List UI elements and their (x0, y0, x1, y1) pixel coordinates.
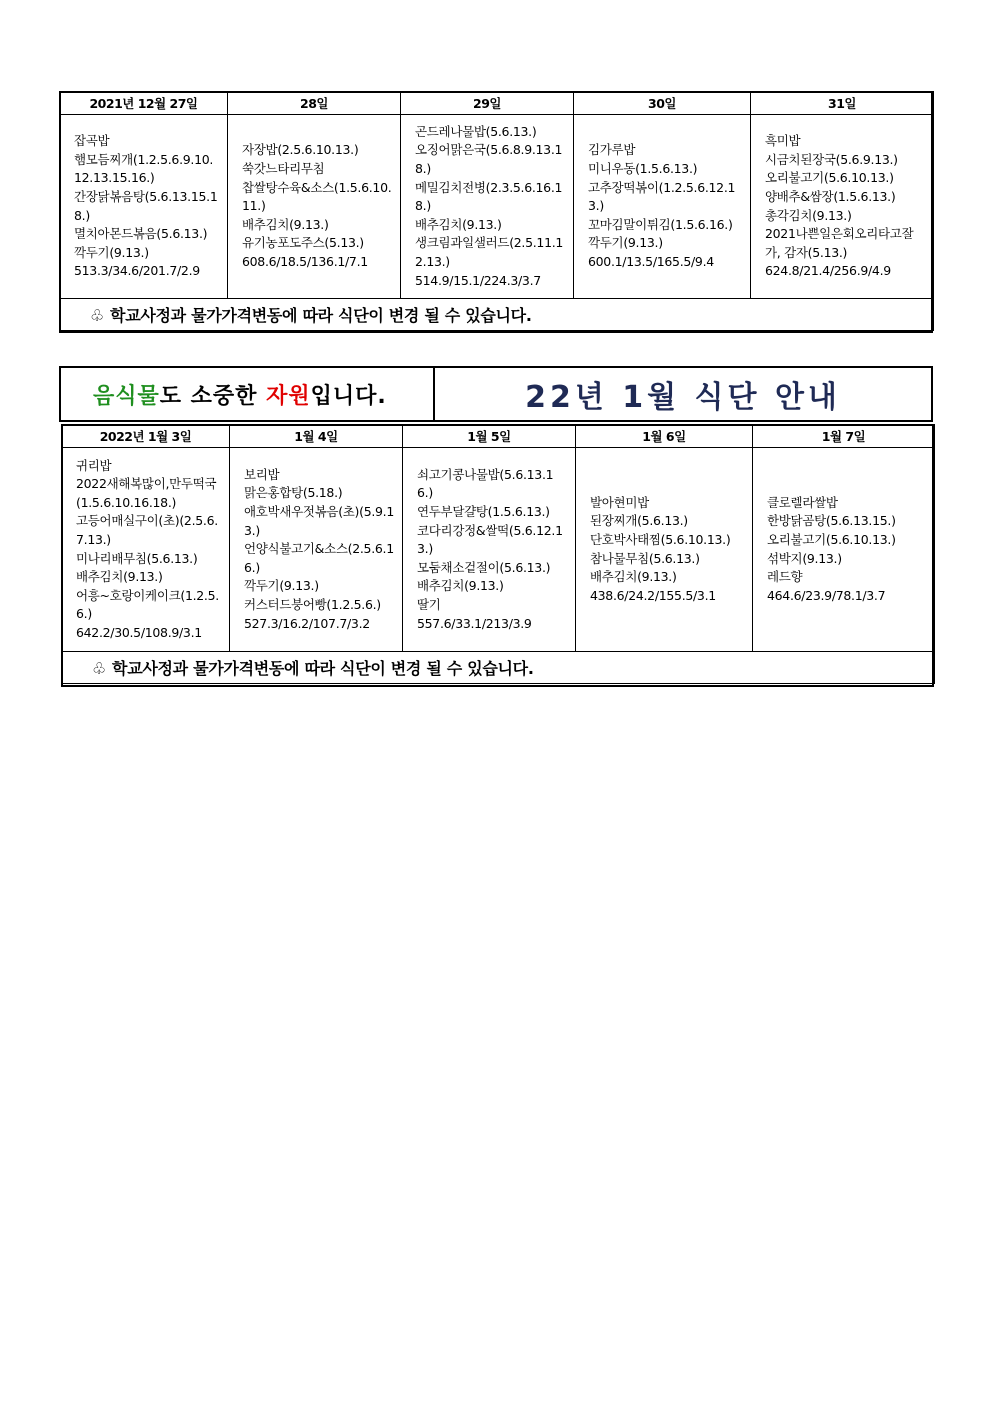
menu-item: 2021나쁜일은회오리타고잘가, 감자(5.13.) (765, 226, 914, 260)
menu-item: 커스터드붕어빵(1.2.5.6.) (244, 596, 381, 612)
menu-item: 총각김치(9.13.) (765, 207, 852, 223)
day-menu-cell (574, 115, 751, 299)
menu-item: 섞박지(9.13.) (767, 550, 842, 566)
nutrition-info: 438.6/24.2/155.5/3.1 (590, 587, 716, 603)
menu-item: 깍두기(9.13.) (588, 235, 663, 251)
slogan-mid: 도 소중한 (159, 383, 267, 409)
week1-header-row (60, 92, 934, 115)
menu-item: 양배추&쌈장(1.5.6.13.) (765, 188, 896, 204)
banner (59, 366, 933, 422)
menu-item: 배추김치(9.13.) (590, 569, 677, 585)
menu-item: 귀리밥 (76, 457, 112, 473)
menu-item: 단호박사태찜(5.6.10.13.) (590, 531, 731, 547)
slogan-red: 자원 (266, 383, 311, 409)
menu-item: 배추김치(9.13.) (76, 569, 163, 585)
day-header: 1월 4일 (230, 425, 403, 448)
menu-item: 보리밥 (244, 466, 280, 482)
nutrition-info: 624.8/21.4/256.9/4.9 (765, 263, 891, 279)
menu-item: 간장닭볶음탕(5.6.13.15.18.) (74, 188, 218, 223)
menu-item: 깍두기(9.13.) (244, 578, 319, 594)
menu-item: 참나물무침(5.6.13.) (590, 550, 700, 566)
menu-item: 코다리강정&쌀떡(5.6.12.13.) (417, 522, 563, 557)
page-title: 22년 1월 식단 안내 (525, 380, 841, 415)
week2-header-row (62, 425, 935, 448)
menu-item: 레드향 (767, 569, 803, 585)
day-header: 29일 (401, 92, 574, 115)
menu-item: 오징어맑은국(5.6.8.9.13.18.) (415, 142, 563, 177)
menu-item: 배추김치(9.13.) (415, 216, 502, 232)
nutrition-info: 600.1/13.5/165.5/9.4 (588, 253, 714, 269)
day-header: 2021년 12월 27일 (60, 92, 228, 115)
day-menu-cell (751, 115, 934, 299)
day-header: 1월 7일 (753, 425, 935, 448)
menu-item: 어흥~호랑이케이크(1.2.5.6.) (76, 587, 219, 622)
menu-item: 흑미밥 (765, 133, 801, 149)
day-menu-cell (401, 115, 574, 299)
menu-item: 언양식불고기&소스(2.5.6.16.) (244, 541, 394, 575)
week2-note-row (62, 652, 935, 684)
day-menu-cell (228, 115, 401, 299)
day-header: 28일 (228, 92, 401, 115)
menu-item: 유기농포도주스(5.13.) (242, 235, 364, 251)
menu-item: 멸치아몬드볶음(5.6.13.) (74, 226, 208, 242)
day-header: 1월 5일 (403, 425, 576, 448)
menu-item: 김가루밥 (588, 142, 636, 158)
week2-notice-text: 학교사정과 물가가격변동에 따라 식단이 변경 될 수 있습니다. (112, 659, 534, 678)
menu-item: 곤드레나물밥(5.6.13.) (415, 123, 537, 139)
menu-item: 메밀김치전병(2.3.5.6.16.18.) (415, 179, 563, 214)
week2-menu-table (61, 424, 935, 684)
menu-item: 쑥갓느타리무침 (242, 161, 325, 177)
week1-menu-row (60, 115, 934, 299)
menu-item: 깍두기(9.13.) (74, 244, 149, 260)
menu-item: 애호박새우젓볶음(초)(5.9.13.) (244, 504, 395, 538)
day-menu-cell (576, 448, 753, 652)
day-header: 30일 (574, 92, 751, 115)
menu-item: 고추장떡볶이(1.2.5.6.12.13.) (588, 179, 736, 214)
menu-item: 꼬마김말이튀김(1.5.6.16.) (588, 216, 733, 232)
nutrition-info: 608.6/18.5/136.1/7.1 (242, 253, 368, 269)
nutrition-info: 642.2/30.5/108.9/3.1 (76, 624, 202, 640)
menu-item: 배추김치(9.13.) (242, 216, 329, 232)
menu-item: 발아현미밥 (590, 494, 649, 510)
day-header: 1월 6일 (576, 425, 753, 448)
menu-item: 맑은홍합탕(5.18.) (244, 485, 343, 501)
nutrition-info: 513.3/34.6/201.7/2.9 (74, 263, 200, 279)
menu-item: 고등어매실구이(초)(2.5.6.7.13.) (76, 513, 218, 547)
menu-item: 모둠채소겉절이(5.6.13.) (417, 559, 551, 575)
nutrition-info: 464.6/23.9/78.1/3.7 (767, 587, 886, 603)
nutrition-info: 514.9/15.1/224.3/3.7 (415, 272, 541, 288)
day-header: 31일 (751, 92, 934, 115)
menu-item: 찹쌀탕수육&소스(1.5.6.10.11.) (242, 179, 392, 214)
slogan (61, 368, 435, 420)
menu-item: 오리불고기(5.6.10.13.) (767, 531, 896, 547)
slogan-end: 입니다. (310, 383, 387, 409)
menu-item: 딸기 (417, 596, 441, 612)
week1-menu-table (59, 91, 934, 331)
week2-notice (62, 652, 935, 684)
day-menu-cell (403, 448, 576, 652)
day-menu-cell (753, 448, 935, 652)
nutrition-info: 527.3/16.2/107.7/3.2 (244, 615, 370, 631)
menu-item: 된장찌개(5.6.13.) (590, 513, 688, 529)
day-header: 2022년 1월 3일 (62, 425, 230, 448)
week1-note-row (60, 299, 934, 331)
menu-item: 연두부달걀탕(1.5.6.13.) (417, 504, 550, 520)
menu-item: 시금치된장국(5.6.9.13.) (765, 151, 898, 167)
menu-item: 잡곡밥 (74, 133, 110, 149)
menu-item: 오리불고기(5.6.10.13.) (765, 170, 894, 186)
menu-item: 미나리배무침(5.6.13.) (76, 550, 198, 566)
menu-item: 자장밥(2.5.6.10.13.) (242, 142, 359, 158)
menu-item: 클로렐라쌀밥 (767, 494, 838, 510)
menu-item: 생크림과일샐러드(2.5.11.12.13.) (415, 235, 564, 269)
day-menu-cell (230, 448, 403, 652)
menu-item: 미니우동(1.5.6.13.) (588, 161, 698, 177)
week2-menu-row (62, 448, 935, 652)
clover-icon: ♧ (92, 659, 107, 678)
week1-notice (60, 299, 934, 331)
nutrition-info: 557.6/33.1/213/3.9 (417, 615, 532, 631)
menu-item: 한방닭곰탕(5.6.13.15.) (767, 513, 896, 529)
menu-item: 쇠고기콩나물밥(5.6.13.16.) (417, 466, 554, 501)
slogan-green: 음식물 (93, 383, 160, 409)
menu-item: 2022새해복많이,만두떡국(1.5.6.10.16.18.) (76, 476, 217, 510)
menu-item: 배추김치(9.13.) (417, 578, 504, 594)
week1-notice-text: 학교사정과 물가가격변동에 따라 식단이 변경 될 수 있습니다. (110, 306, 532, 325)
menu-item: 햄모듬찌개(1.2.5.6.9.10.12.13.15.16.) (74, 151, 214, 186)
day-menu-cell (60, 115, 228, 299)
day-menu-cell (62, 448, 230, 652)
clover-icon: ♧ (90, 306, 105, 325)
